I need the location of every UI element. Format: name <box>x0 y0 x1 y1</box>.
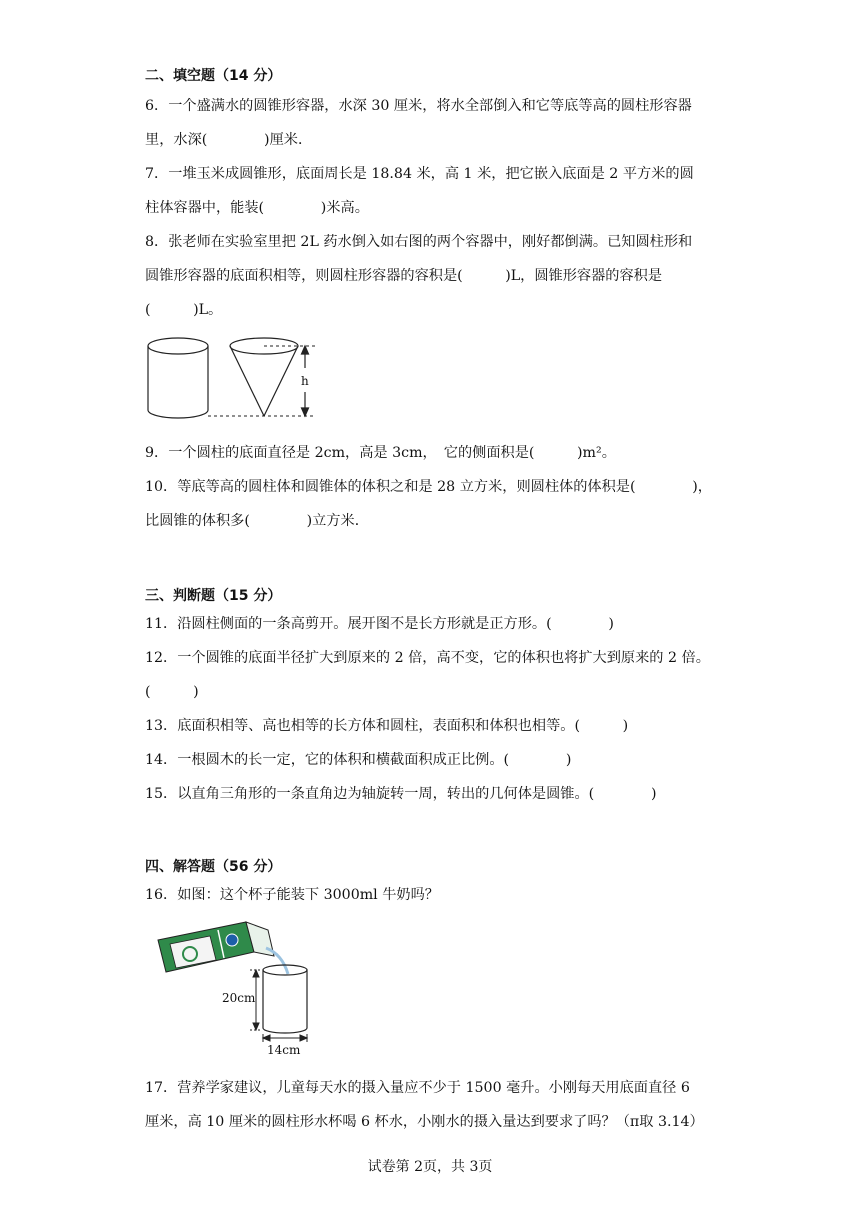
cone-shape <box>230 338 298 416</box>
cylinder-cone-figure <box>140 330 330 422</box>
question-13: 13．底面积相等、高也相等的长方体和圆柱，表面积和体积也相等。( ) <box>145 718 629 734</box>
question-11: 11．沿圆柱侧面的一条高剪开。展开图不是长方形就是正方形。( ) <box>145 616 614 632</box>
cup-height-label: 20cm <box>222 991 256 1005</box>
question-17-line-2: 厘米，高 10 厘米的圆柱形水杯喝 6 杯水，小刚水的摄入量达到要求了吗？（π取 3.14） <box>145 1114 704 1130</box>
width-dimension <box>263 1034 307 1042</box>
cup-width-label: 14cm <box>267 1043 301 1057</box>
question-10-line-1: 10．等底等高的圆柱体和圆锥体的体积之和是 28 立方米，则圆柱体的体积是( )， <box>145 479 712 495</box>
question-6-line-1: 6．一个盛满水的圆锥形容器，水深 30 厘米，将水全部倒入和它等底等高的圆柱形容器 <box>145 98 692 114</box>
question-9: 9．一个圆柱的底面直径是 2cm，高是 3cm， 它的侧面积是( )m²。 <box>145 445 616 461</box>
question-12-line-2: ( ) <box>145 684 199 700</box>
question-10-line-2: 比圆锥的体积多( )立方米． <box>145 513 369 529</box>
question-7-line-1: 7．一堆玉米成圆锥形，底面周长是 18.84 米，高 1 米，把它嵌入底面是 2 平方米的圆 <box>145 166 694 182</box>
question-16: 16．如图：这个杯子能装下 3000ml 牛奶吗？ <box>145 887 439 903</box>
question-12-line-1: 12．一个圆锥的底面半径扩大到原来的 2 倍，高不变，它的体积也将扩大到原来的 2 倍。 <box>145 650 710 666</box>
milk-cup-figure <box>150 918 330 1058</box>
question-17-line-1: 17．营养学家建议，儿童每天水的摄入量应不少于 1500 毫升。小刚每天用底面直径 6 <box>145 1080 690 1096</box>
question-8-line-1: 8．张老师在实验室里把 2L 药水倒入如右图的两个容器中，刚好都倒满。已知圆柱形和 <box>145 234 693 250</box>
question-14: 14．一根圆木的长一定，它的体积和横截面积成正比例。( ) <box>145 752 572 768</box>
page-footer: 试卷第 2页，共 3页 <box>367 1159 493 1175</box>
question-8-line-2: 圆锥形容器的底面积相等，则圆柱形容器的容积是( )L，圆锥形容器的容积是 <box>145 268 663 284</box>
question-15: 15．以直角三角形的一条直角边为轴旋转一周，转出的几何体是圆锥。( ) <box>145 786 657 802</box>
section-heading-word-problems: 四、解答题（56 分） <box>145 859 282 875</box>
cup-shape <box>263 965 307 1033</box>
section-heading-true-false: 三、判断题（15 分） <box>145 588 282 604</box>
question-6-line-2: 里，水深( )厘米． <box>145 132 313 148</box>
question-8-line-3: ( )L。 <box>145 302 223 318</box>
milk-carton-icon <box>158 922 274 972</box>
section-heading-fill-blank: 二、填空题（14 分） <box>145 68 282 84</box>
height-label: h <box>301 374 309 388</box>
question-7-line-2: 柱体容器中，能装( )米高。 <box>145 200 369 216</box>
cylinder-shape <box>148 338 208 418</box>
